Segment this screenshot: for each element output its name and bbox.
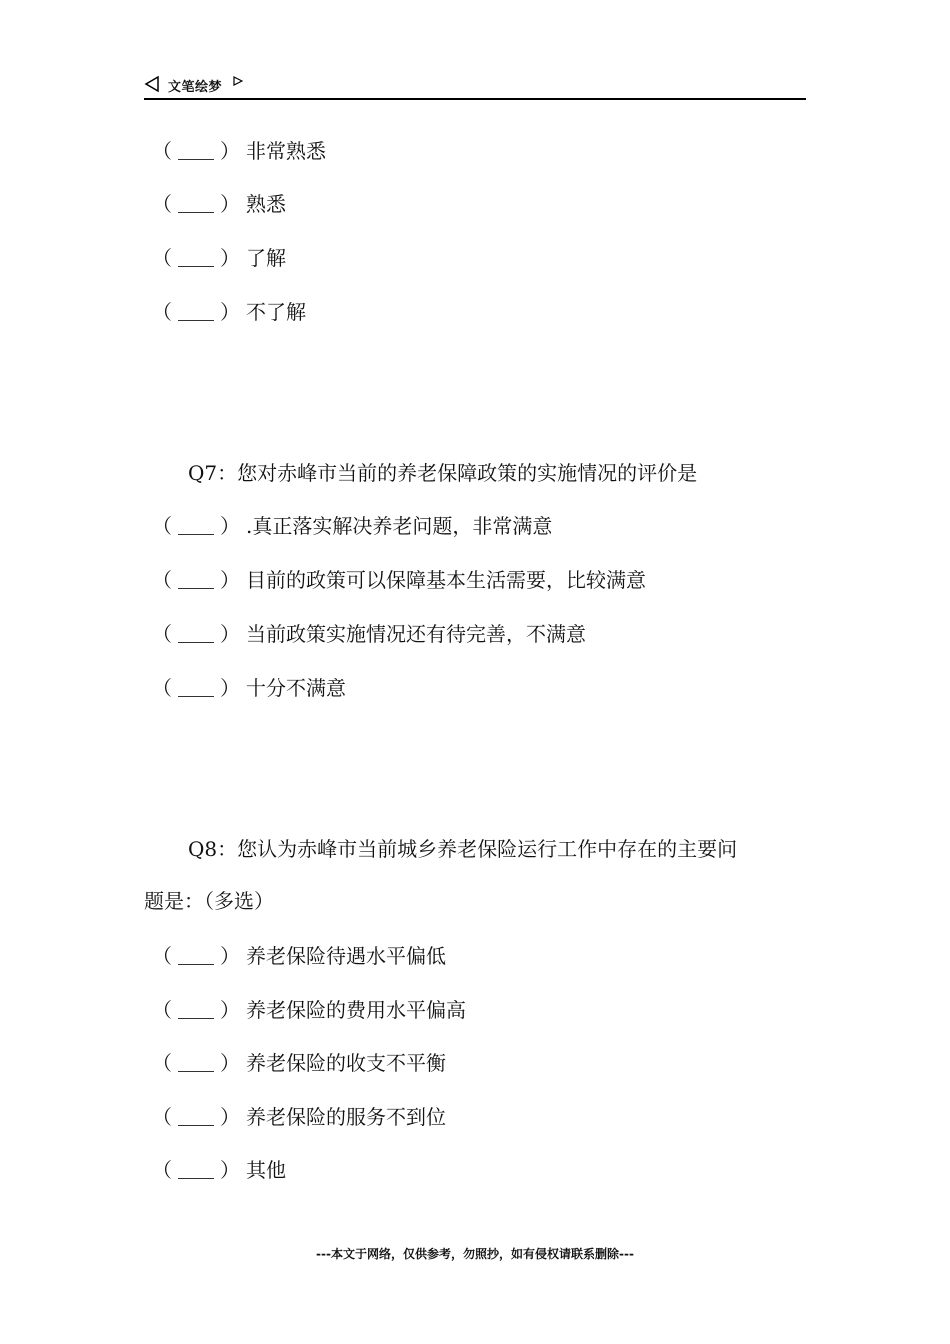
q6-option-3 bbox=[152, 243, 286, 273]
q8-option-4 bbox=[152, 1102, 446, 1132]
q8-option-3 bbox=[152, 1048, 446, 1078]
q6-option-2 bbox=[152, 189, 286, 219]
q7-question: Q7：您对赤峰市当前的养老保障政策的实施情况的评价是 bbox=[188, 461, 698, 485]
option-text: 养老保险待遇水平偏低 bbox=[246, 944, 446, 968]
option-text: 非常熟悉 bbox=[246, 139, 326, 163]
q6-option-4 bbox=[152, 297, 306, 327]
q8-option-1 bbox=[152, 941, 446, 971]
q6-option-1 bbox=[152, 136, 326, 166]
answer-blank[interactable]: （ ） bbox=[152, 676, 240, 700]
option-text: 熟悉 bbox=[246, 192, 286, 216]
option-text: 养老保险的收支不平衡 bbox=[246, 1051, 446, 1075]
answer-blank[interactable]: （ ） bbox=[152, 944, 240, 968]
header-title: 文笔绘梦 bbox=[168, 80, 223, 95]
answer-blank[interactable]: （ ） bbox=[152, 246, 240, 270]
option-text: 养老保险的服务不到位 bbox=[246, 1105, 446, 1129]
answer-blank[interactable]: （ ） bbox=[152, 139, 240, 163]
answer-blank[interactable]: （ ） bbox=[152, 1105, 240, 1129]
footer-disclaimer: ---本文于网络，仅供参考，勿照抄，如有侵权请联系删除--- bbox=[316, 1247, 634, 1261]
option-text: .真正落实解决养老问题，非常满意 bbox=[246, 514, 553, 538]
q7-option-2 bbox=[152, 565, 646, 595]
option-text: 十分不满意 bbox=[246, 676, 346, 700]
q8-question-line2: 题是：（多选） bbox=[144, 889, 274, 913]
answer-blank[interactable]: （ ） bbox=[152, 1051, 240, 1075]
triangle-right-icon bbox=[233, 76, 243, 86]
q8-option-2 bbox=[152, 995, 466, 1025]
page-header bbox=[144, 74, 806, 100]
answer-blank[interactable]: （ ） bbox=[152, 622, 240, 646]
triangle-left-icon bbox=[144, 76, 160, 92]
option-text: 养老保险的费用水平偏高 bbox=[246, 998, 466, 1022]
answer-blank[interactable]: （ ） bbox=[152, 514, 240, 538]
q7-option-1 bbox=[152, 511, 552, 541]
option-text: 不了解 bbox=[246, 300, 306, 324]
answer-blank[interactable]: （ ） bbox=[152, 568, 240, 592]
q7-option-3 bbox=[152, 619, 586, 649]
q8-question-line1: Q8：您认为赤峰市当前城乡养老保险运行工作中存在的主要问 bbox=[188, 837, 738, 861]
answer-blank[interactable]: （ ） bbox=[152, 192, 240, 216]
q8-option-5 bbox=[152, 1155, 286, 1185]
option-text: 目前的政策可以保障基本生活需要，比较满意 bbox=[246, 568, 646, 592]
answer-blank[interactable]: （ ） bbox=[152, 300, 240, 324]
option-text: 当前政策实施情况还有待完善，不满意 bbox=[246, 622, 586, 646]
answer-blank[interactable]: （ ） bbox=[152, 1158, 240, 1182]
option-text: 其他 bbox=[246, 1158, 286, 1182]
q7-option-4 bbox=[152, 673, 346, 703]
answer-blank[interactable]: （ ） bbox=[152, 998, 240, 1022]
option-text: 了解 bbox=[246, 246, 286, 270]
